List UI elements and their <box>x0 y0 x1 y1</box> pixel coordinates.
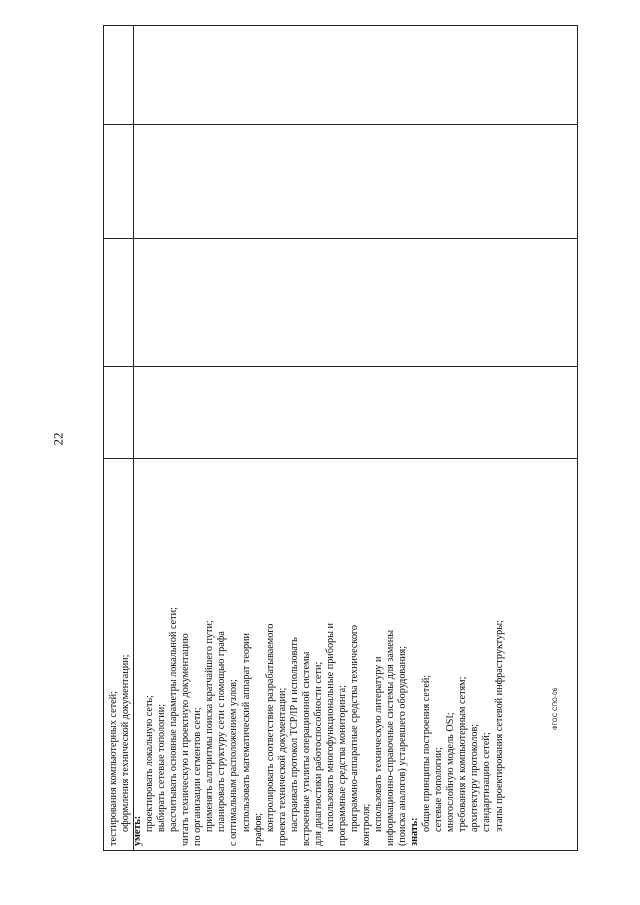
text-line: проекта технической документации; <box>276 687 288 846</box>
table-row-divider <box>104 238 577 239</box>
text-line: читать техническую и проектную документацию <box>180 633 192 846</box>
text-line: стандартизацию сетей; <box>481 732 493 832</box>
table-row-divider <box>104 458 577 459</box>
text-line: рассчитывать основные параметры локальной сети; <box>168 607 180 832</box>
text-line: проектировать локальную сеть; <box>144 695 156 832</box>
text-line: оформления технической документации; <box>120 654 132 832</box>
text-line: по организации сегментов сети; <box>192 707 204 846</box>
text-line: для диагностики работоспособности сети; <box>312 661 324 846</box>
page-number <box>45 426 71 452</box>
text-line: с оптимальным расположением узлов; <box>228 679 240 846</box>
text-line: знать: <box>409 817 421 846</box>
text-line: архитектуру протоколов; <box>469 723 481 832</box>
text-line: сетевые топологии; <box>433 747 445 832</box>
text-line: информационно-справочные системы для замены <box>385 629 397 846</box>
table-row-divider <box>104 366 577 367</box>
document-footer: ФГОС СПО-06 <box>553 687 559 730</box>
text-line: использовать математический аппарат теории <box>240 633 252 832</box>
text-line: выбирать сетевые топологии; <box>156 703 168 832</box>
text-line: общие принципы построения сетей; <box>421 674 433 832</box>
text-line: многослойную модель OSI; <box>445 712 457 832</box>
text-line: программно-аппаратные средства технического <box>348 625 360 832</box>
text-line: (поиска аналогов) устаревшего оборудования; <box>397 645 409 846</box>
text-line: контроля; <box>360 803 372 846</box>
table-row-divider <box>104 124 577 125</box>
competency-text-block <box>108 460 593 846</box>
page-number-text: 22 <box>50 432 65 446</box>
text-line: тестирования компьютерных сетей; <box>108 691 119 846</box>
text-line: требования к компьютерным сетям; <box>457 676 469 832</box>
text-line: планировать структуру сети с помощью графа <box>216 631 228 832</box>
text-line: контролировать соответствие разрабатываемого <box>264 623 276 832</box>
text-line: встроенные утилиты операционной системы <box>300 651 312 846</box>
text-line: использовать многофункциональные приборы и <box>324 623 336 832</box>
text-line: графов; <box>252 812 264 846</box>
text-line: использовать техническую литературу и <box>373 656 385 832</box>
text-line: применять алгоритмы поиска кратчайшего пути; <box>204 620 216 832</box>
text-line: программные средства мониторинга; <box>336 685 348 846</box>
text-line: этапы проектирования сетевой инфраструктуры; <box>493 620 505 832</box>
text-line: настраивать протокол TCP/IP и использовать <box>288 637 300 832</box>
text-line: уметь: <box>132 815 144 846</box>
